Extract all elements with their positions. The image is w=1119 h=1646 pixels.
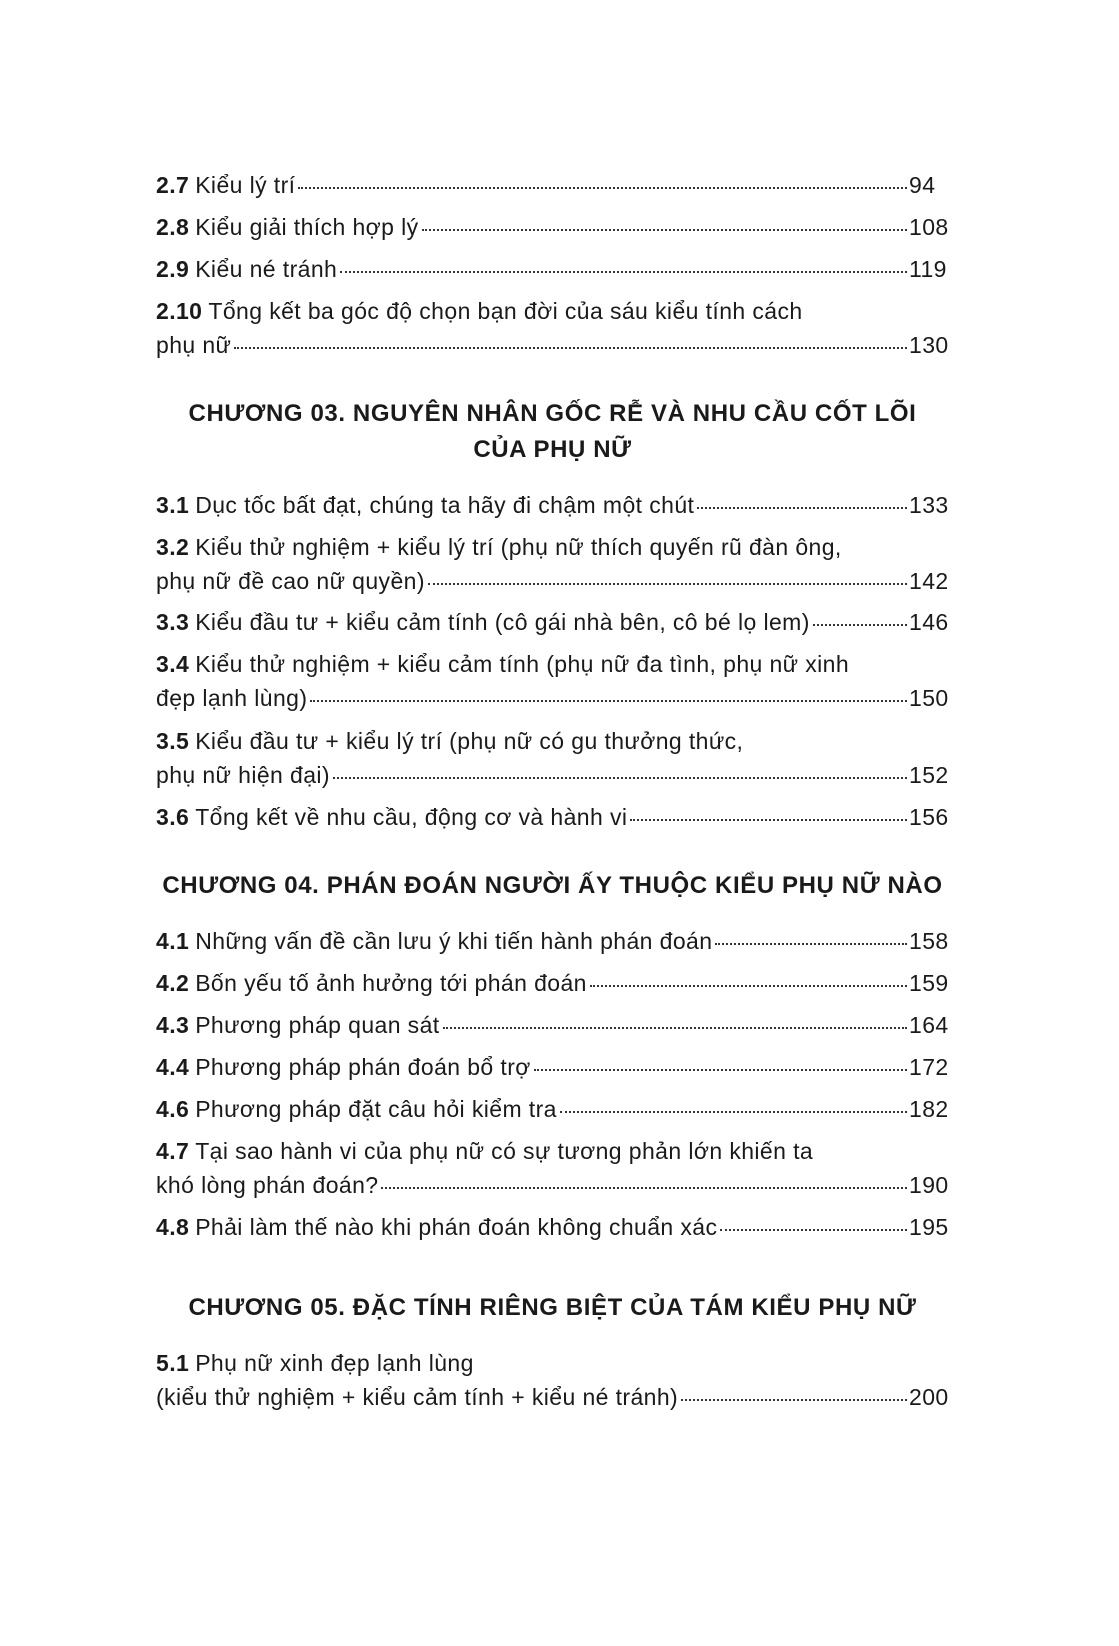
dot-leader	[340, 271, 907, 273]
entry-number: 5.1	[156, 1350, 190, 1376]
entry-number: 4.8	[156, 1214, 190, 1240]
chapter-4-heading	[156, 868, 949, 904]
entry-page: 133	[909, 492, 949, 518]
entry-title-continued: (kiểu thử nghiệm + kiểu cảm tính + kiểu né tránh)	[156, 1384, 679, 1410]
entry-title-continued: đẹp lạnh lùng)	[156, 685, 308, 711]
entry-title: Bốn yếu tố ảnh hưởng tới phán đoán	[195, 970, 587, 996]
entry-title: Kiểu thử nghiệm + kiểu lý trí (phụ nữ thích quyến rũ đàn ông,	[195, 534, 842, 560]
dot-leader	[813, 624, 907, 626]
entry-title-continued: phụ nữ	[156, 332, 232, 358]
entry-page: 94	[909, 172, 936, 198]
toc-entry-4-2	[156, 966, 949, 1000]
entry-page: 119	[909, 256, 947, 282]
toc-entry-4-1	[156, 924, 949, 958]
entry-title: Phải làm thế nào khi phán đoán không chuẩn xác	[195, 1214, 718, 1240]
entry-title: Dục tốc bất đạt, chúng ta hãy đi chậm một chút	[195, 492, 695, 518]
toc-entry-3-1	[156, 488, 949, 522]
entry-number: 2.9	[156, 256, 190, 282]
dot-leader	[333, 777, 907, 779]
entry-number: 3.6	[156, 804, 190, 830]
chapter-title-line: CHƯƠNG 03. NGUYÊN NHÂN GỐC RỄ VÀ NHU CẦU CỐT LÕI	[188, 400, 917, 427]
entry-title: Phương pháp phán đoán bổ trợ	[195, 1054, 531, 1080]
dot-leader	[630, 819, 907, 821]
entry-number: 2.8	[156, 214, 190, 240]
toc-entry-2-9	[156, 252, 949, 286]
toc-entry-3-6	[156, 800, 949, 834]
entry-page: 130	[909, 332, 949, 358]
entry-title: Tổng kết ba góc độ chọn bạn đời của sáu kiểu tính cách	[208, 298, 803, 324]
dot-leader	[681, 1399, 907, 1401]
entry-number: 3.3	[156, 609, 190, 635]
entry-page: 142	[909, 568, 949, 594]
dot-leader	[560, 1111, 907, 1113]
entry-page: 182	[909, 1096, 949, 1122]
entry-title: Kiểu thử nghiệm + kiểu cảm tính (phụ nữ đa tình, phụ nữ xinh	[195, 651, 850, 677]
entry-title: Kiểu đầu tư + kiểu lý trí (phụ nữ có gu thưởng thức,	[195, 728, 744, 754]
toc-entry-4-6	[156, 1092, 949, 1126]
dot-leader	[715, 943, 907, 945]
dot-leader	[697, 507, 907, 509]
entry-page: 195	[909, 1214, 949, 1240]
entry-page: 152	[909, 762, 949, 788]
toc-entry-2-8	[156, 210, 949, 244]
dot-leader	[422, 229, 907, 231]
entry-page: 159	[909, 970, 949, 996]
entry-title: Tổng kết về nhu cầu, động cơ và hành vi	[195, 804, 628, 830]
toc-entry-4-3	[156, 1008, 949, 1042]
toc-entry-3-5	[156, 724, 949, 792]
entry-title-continued: khó lòng phán đoán?	[156, 1172, 379, 1198]
entry-number: 4.3	[156, 1012, 190, 1038]
toc-entry-5-1	[156, 1346, 949, 1414]
dot-leader	[234, 347, 907, 349]
entry-page: 156	[909, 804, 949, 830]
entry-page: 172	[909, 1054, 949, 1080]
entry-number: 3.1	[156, 492, 190, 518]
toc-entry-3-2	[156, 530, 949, 598]
chapter-title-line: CHƯƠNG 05. ĐẶC TÍNH RIÊNG BIỆT CỦA TÁM KIỂU PHỤ NỮ	[188, 1294, 917, 1321]
toc-entry-2-10	[156, 294, 949, 362]
entry-title-continued: phụ nữ hiện đại)	[156, 762, 330, 788]
entry-number: 2.7	[156, 172, 190, 198]
dot-leader	[443, 1027, 907, 1029]
entry-title: Tại sao hành vi của phụ nữ có sự tương phản lớn khiến ta	[195, 1138, 814, 1164]
entry-page: 200	[909, 1384, 949, 1410]
dot-leader	[298, 187, 907, 189]
entry-number: 3.4	[156, 651, 190, 677]
entry-number: 4.1	[156, 928, 190, 954]
entry-page: 190	[909, 1172, 949, 1198]
entry-number: 4.4	[156, 1054, 190, 1080]
dot-leader	[381, 1187, 907, 1189]
toc-entry-4-8	[156, 1210, 949, 1244]
entry-title: Kiểu né tránh	[195, 256, 338, 282]
chapter-5-heading	[156, 1290, 949, 1326]
entry-title: Phụ nữ xinh đẹp lạnh lùng	[195, 1350, 474, 1376]
toc-entry-4-7	[156, 1134, 949, 1202]
entry-title: Phương pháp quan sát	[195, 1012, 440, 1038]
entry-number: 3.2	[156, 534, 190, 560]
entry-title: Kiểu giải thích hợp lý	[195, 214, 419, 240]
toc-entry-4-4	[156, 1050, 949, 1084]
entry-title: Kiểu đầu tư + kiểu cảm tính (cô gái nhà bên, cô bé lọ lem)	[195, 609, 810, 635]
dot-leader	[428, 583, 907, 585]
dot-leader	[310, 700, 907, 702]
entry-page: 158	[909, 928, 949, 954]
entry-title-continued: phụ nữ đề cao nữ quyền)	[156, 568, 425, 594]
chapter-title-line: CỦA PHỤ NỮ	[473, 436, 632, 463]
entry-number: 3.5	[156, 728, 190, 754]
toc-entry-3-3	[156, 605, 949, 639]
toc-entry-3-4	[156, 647, 949, 715]
entry-page: 164	[909, 1012, 949, 1038]
chapter-3-heading	[156, 396, 949, 468]
chapter-title-line: CHƯƠNG 04. PHÁN ĐOÁN NGƯỜI ẤY THUỘC KIỂU PHỤ NỮ NÀO	[162, 872, 943, 899]
dot-leader	[590, 985, 907, 987]
entry-number: 2.10	[156, 298, 203, 324]
entry-title: Kiểu lý trí	[195, 172, 296, 198]
entry-page: 150	[909, 685, 949, 711]
dot-leader	[534, 1069, 907, 1071]
dot-leader	[720, 1229, 907, 1231]
entry-title: Phương pháp đặt câu hỏi kiểm tra	[195, 1096, 557, 1122]
entry-number: 4.7	[156, 1138, 190, 1164]
entry-page: 108	[909, 214, 949, 240]
entry-number: 4.2	[156, 970, 190, 996]
entry-title: Những vấn đề cần lưu ý khi tiến hành phán đoán	[195, 928, 713, 954]
entry-page: 146	[909, 609, 949, 635]
toc-entry-2-7	[156, 168, 949, 202]
entry-number: 4.6	[156, 1096, 190, 1122]
